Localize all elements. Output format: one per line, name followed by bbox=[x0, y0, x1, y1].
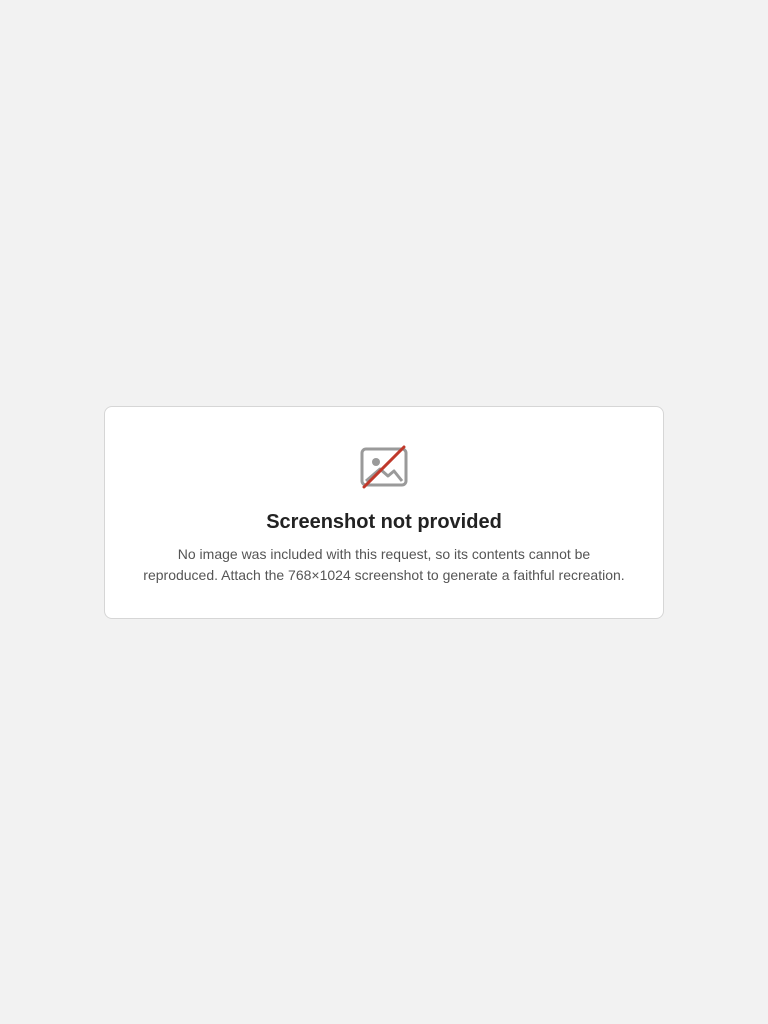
notice-title: Screenshot not provided bbox=[266, 510, 502, 533]
notice-message: No image was included with this request, so its contents cannot be reproduced. Attach the 768×1024 screenshot to generate a faithful recreation. bbox=[143, 545, 625, 583]
notice-card bbox=[104, 406, 664, 619]
missing-image-icon bbox=[356, 439, 412, 495]
